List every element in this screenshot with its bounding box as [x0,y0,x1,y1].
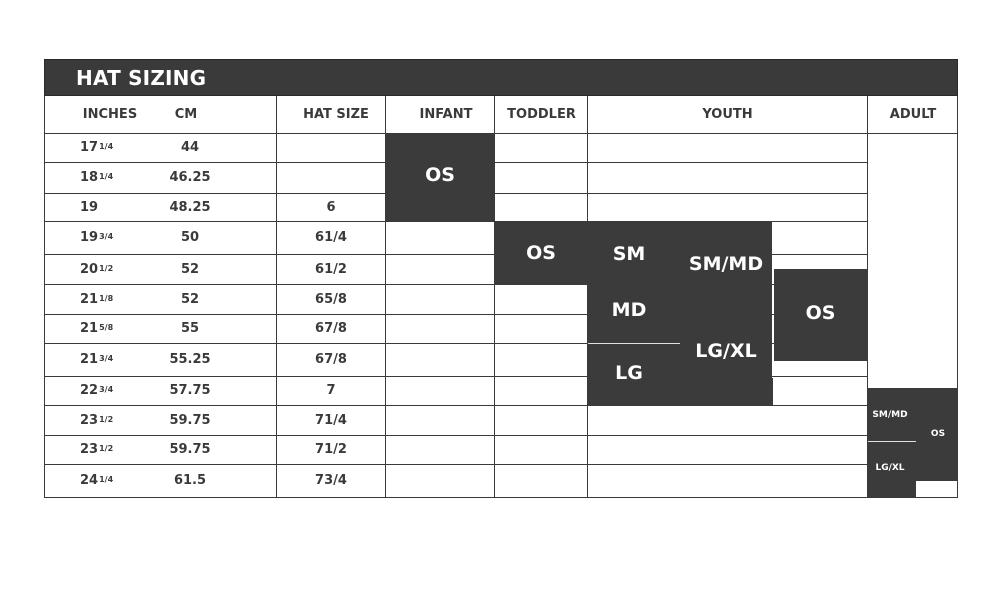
inches-whole: 21 [80,291,99,307]
inches-fraction: 3/4 [99,354,114,363]
row-hat-size: 67/8 [315,321,347,336]
inches-whole: 19 [80,199,99,215]
row-hat-size: 61/2 [315,261,347,277]
inches-whole: 23 [80,442,99,457]
row-inches [80,405,150,435]
inches-whole: 18 [80,170,99,185]
inches-fraction: 1/8 [99,293,114,303]
inches-whole: 21 [80,321,99,336]
row-cm: 59.75 [169,442,211,457]
row-hat-size: 61/4 [315,230,347,245]
youth-os-label: OS [805,302,836,324]
inches-fraction: 1/4 [99,142,114,151]
row-inches [80,221,150,254]
inches-whole: 24 [80,473,99,488]
youth-lg-label: LG [615,362,643,384]
inches-fraction: 3/4 [99,232,114,241]
row-inches [80,435,150,464]
header-toddler: TODDLER [507,107,576,122]
row-cm: 55.25 [169,352,211,367]
youth-sm-label: SM [612,243,646,265]
inches-fraction: 1/2 [99,444,114,453]
row-inches [80,343,150,376]
row-hat-size [277,162,385,193]
inches-fraction: 5/8 [99,323,114,332]
row-hat-size: 71/2 [315,442,347,457]
header-cm: CM [174,107,198,122]
row-hat-size: 7 [326,383,336,398]
page-title: HAT SIZING [76,66,207,90]
adult-lgxl-label: LG/XL [875,463,905,473]
row-inches [80,193,150,221]
header-infant: INFANT [419,107,473,122]
row-hat-size: 65/8 [315,291,347,307]
row-hat-size: 6 [326,199,336,215]
adult-smmd-label: SM/MD [872,410,908,420]
inches-whole: 19 [80,230,99,245]
row-hat-size: 73/4 [315,473,347,488]
inches-whole: 21 [80,352,99,367]
row-inches [80,133,150,162]
infant-os-label: OS [425,164,455,186]
row-inches [80,254,150,284]
inches-fraction: 1/2 [99,414,114,424]
row-inches [80,314,150,343]
inches-fraction: 1/4 [99,475,114,484]
inches-whole: 20 [80,261,99,277]
inches-fraction: 1/2 [99,263,114,273]
header-youth: YOUTH [702,107,753,122]
adult-os-label: OS [930,429,946,439]
row-cm: 46.25 [169,170,211,185]
row-cm: 52 [180,261,200,277]
toddler-os-label: OS [526,242,556,264]
inches-fraction: 1/4 [99,172,114,181]
header-hat-size: HAT SIZE [303,107,369,122]
row-hat-size: 67/8 [315,352,347,367]
row-cm: 50 [180,230,200,245]
inches-whole: 22 [80,383,99,398]
row-inches [80,162,150,193]
youth-md-lg-divider [588,343,680,344]
row-hat-size [277,133,385,162]
inches-fraction: 3/4 [99,385,114,394]
row-cm: 48.25 [169,199,211,215]
inches-whole: 17 [80,140,99,155]
adult-size-block-tail [868,478,916,497]
youth-lgxl-label: LG/XL [695,340,757,362]
youth-smmd-label: SM/MD [688,253,764,275]
row-inches [80,464,150,497]
row-cm: 44 [180,140,200,155]
row-cm: 61.5 [173,473,207,488]
row-hat-size: 71/4 [315,412,347,428]
title-banner [44,59,958,96]
inches-whole: 23 [80,412,99,428]
row-cm: 55 [180,321,200,336]
youth-md-label: MD [611,299,647,321]
row-inches [80,284,150,314]
row-cm: 52 [180,291,200,307]
adult-smmd-lgxl-divider [868,441,916,442]
row-cm: 59.75 [169,412,211,428]
header-adult: ADULT [889,107,937,122]
header-inches: INCHES [82,107,138,122]
youth-size-block-tail [680,378,773,405]
row-inches [80,376,150,405]
row-cm: 57.75 [169,383,211,398]
